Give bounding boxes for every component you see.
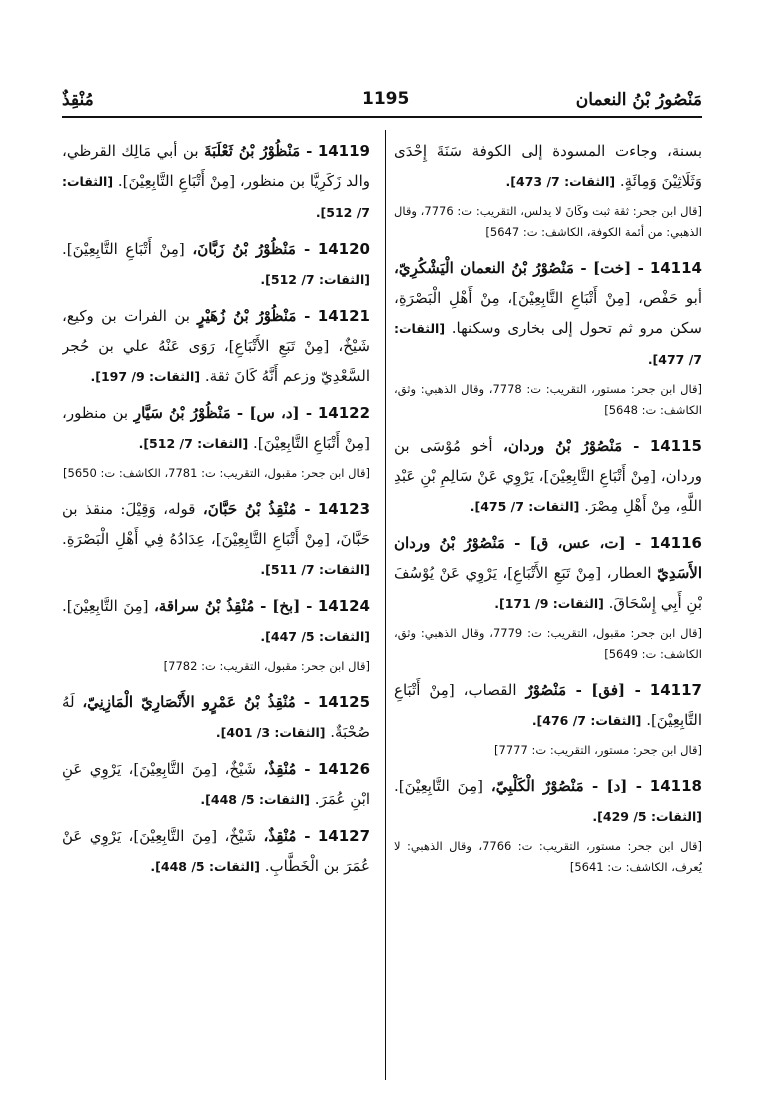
source-reference: [الثقات: 7/ 476]. xyxy=(531,713,642,728)
entry-name: - مَنْظُوْرُ بْنُ زَبَّانَ، xyxy=(192,240,311,258)
entry-text: أخو مُوْسَى بن وردان، [مِنْ أَتْبَاعِ التَّابِعِيْنَ]، يَرْوِي عَنْ سَالِمِ بْنِ عَبْدِ اللَّهِ، مِنْ أَهْلِ مِصْرَ. xyxy=(394,437,702,515)
source-reference: [الثقات: 7/ 512]. xyxy=(138,436,249,451)
biography-entry xyxy=(62,494,370,585)
entry-text: بن منظور، [مِنْ أَتْبَاعِ التَّابِعِيْنَ]. xyxy=(62,404,370,452)
entry-text: [مِنْ أَتْبَاعِ التَّابِعِيْنَ]. xyxy=(62,240,185,258)
entry-number: 14127 xyxy=(317,827,370,845)
text-paragraph xyxy=(394,136,702,197)
source-reference: [الثقات: 7/ 512]. xyxy=(260,272,370,287)
entry-number: 14121 xyxy=(317,307,370,325)
entry-text: قوله، وَقِيْلَ: منقذ بن حَبَّانَ، [مِنْ أَتْبَاعِ التَّابِعِيْنَ]، عِدَادُهُ فِي أَهْلِ الْبَصْرَةِ. xyxy=(62,500,370,548)
entry-name: - مُنْقِذُ بْنُ حَبَّانَ، xyxy=(202,500,311,518)
entry-name: - [د، س] - مَنْظُوْرُ بْنُ سَيَّارِ xyxy=(133,404,313,422)
source-reference: [الثقات: 5/ 447]. xyxy=(260,629,370,644)
entry-name: - مَنْصُوْرُ بْنُ وردان، xyxy=(503,437,640,455)
source-reference: [الثقات: 5/ 429]. xyxy=(592,809,702,824)
biography-entry xyxy=(62,136,370,228)
entry-text: أبو حَفْص، [مِنْ أَتْبَاعِ التَّابِعِيْنَ]، مِنْ أَهْلِ الْبَصْرَةِ، سكن مرو ثم تحول إلى بخارى وسكنها. xyxy=(394,289,702,337)
running-title: مَنْصُورُ بْنُ النعمان xyxy=(575,90,702,110)
biography-entry xyxy=(62,687,370,748)
entry-text: بن أبي مَالِك القرظي، والد زَكَرِيَّا بن منظور، [مِنْ أَتْبَاعِ التَّابِعِيْنَ]. xyxy=(62,142,370,190)
biography-entry xyxy=(62,821,370,882)
entry-name: - [خت] - مَنْصُوْرُ بْنُ النعمان الْيَشْكُرِيّ، xyxy=(394,259,644,277)
source-note: [قال ابن جحر: مستور، التقريب: ت: 7766، وقال الذهبي: لا يُعرف، الكاشف: ت: 5641] xyxy=(394,839,702,874)
header-rule xyxy=(62,116,702,118)
entry-name: - [بخ] - مُنْقِذُ بْنُ سراقة، xyxy=(153,597,313,615)
biography-entry xyxy=(394,675,702,736)
source-reference: [الثقات: 9/ 171]. xyxy=(494,596,604,611)
source-reference: [الثقات: 7/ 512]. xyxy=(62,174,370,220)
source-reference: [الثقات: 7/ 475]. xyxy=(469,499,580,514)
entry-name: - [فق] - مَنْصُوْرٌ xyxy=(525,681,641,699)
entry-number: 14114 xyxy=(649,259,702,277)
entry-name: - مُنْقِذُ بْنُ عَمْرٍو الأَنْصَارِيّ الْمَازِنِيّ، xyxy=(82,693,311,711)
biography-entry xyxy=(62,398,370,459)
entry-number: 14117 xyxy=(649,681,702,699)
source-reference: [الثقات: 3/ 401]. xyxy=(215,725,326,740)
page-number: 1195 xyxy=(362,89,410,109)
biography-entry xyxy=(394,771,702,832)
entry-name: - مَنْظُوْرُ بْنُ ثَعْلَبَةَ xyxy=(203,142,313,160)
running-head-entry: مُنْقِذٌ xyxy=(62,90,94,110)
source-reference: [الثقات: 5/ 448]. xyxy=(150,859,260,874)
entry-number: 14116 xyxy=(649,534,702,552)
entry-number: 14119 xyxy=(317,142,370,160)
entry-name: - [د] - مَنْصُوْرٌ الْكَلْبِيّ، xyxy=(490,777,642,795)
column-divider xyxy=(385,130,386,1080)
entry-name: - [ت، عس، ق] - مَنْصُوْرُ بْنُ وردان الأَسَدِيّ xyxy=(394,534,702,582)
source-reference: [الثقات: 5/ 448]. xyxy=(200,792,311,807)
source-reference: [الثقات: 7/ 477]. xyxy=(394,321,702,367)
entry-text: العطار، [مِنْ تَبَعِ الأَتْبَاعِ]، يَرْوِي عَنْ يُوْسُفَ بْنِ أَبِي إِسْحَاقَ. xyxy=(394,564,702,612)
entry-text: شَيْخٌ، [مِنَ التَّابِعِيْنَ]، يَرْوِي عَنِ ابْنِ عُمَرَ. xyxy=(62,760,370,808)
entry-number: 14122 xyxy=(317,404,370,422)
entry-number: 14124 xyxy=(317,597,370,615)
entry-number: 14123 xyxy=(317,500,370,518)
source-note: [قال ابن جحر: مقبول، التقريب: ت: 7779، وقال الذهبي: وثق، الكاشف: ت: 5649] xyxy=(394,626,702,661)
biography-entry xyxy=(394,528,702,619)
entry-name: - مُنْقِذٌ، xyxy=(263,760,311,778)
entry-text: لَهُ صُحْبَةٌ. xyxy=(62,693,370,741)
biography-entry xyxy=(62,754,370,815)
biography-entry xyxy=(62,301,370,392)
biography-entry xyxy=(62,234,370,295)
right-column xyxy=(394,136,702,1086)
entry-number: 14120 xyxy=(317,240,370,258)
source-note: [قال ابن جحر: مقبول، التقريب: ت: 7782] xyxy=(163,659,370,673)
source-note: [قال ابن جحر: ثقة ثبت وكَانَ لا يدلس، التقريب: ت: 7776، وقال الذهبي: من أئمة الكوفة، الكاشف: ت: 5647] xyxy=(394,204,702,239)
entry-number: 14126 xyxy=(317,760,370,778)
entry-text: بن الفرات بن وكيع، شَيْخٌ، [مِنْ تَبَعِ الأَتْبَاعِ]، رَوَى عَنْهُ علي بن حُجر السَّعْدِيّ وزعم أَنَّهُ كَانَ ثقة. xyxy=(62,307,370,385)
entry-text: [مِنَ التَّابِعِيْنَ]. xyxy=(394,777,483,795)
source-reference: [الثقات: 9/ 197]. xyxy=(90,369,201,384)
entry-text: بسنة، وجاءت المسودة إلى الكوفة سَنَةَ إِحْدَى وَثَلَاثِيْنَ وَمِائَةٍ. xyxy=(394,142,702,190)
source-reference: [الثقات: 7/ 473]. xyxy=(505,174,616,189)
left-column xyxy=(62,136,370,1086)
biography-entry xyxy=(394,431,702,522)
source-note: [قال ابن جحر: مقبول، التقريب: ت: 7781، الكاشف: ت: 5650] xyxy=(63,466,370,480)
entry-number: 14118 xyxy=(649,777,702,795)
entry-text: القصاب، [مِنْ أَتْبَاعِ التَّابِعِيْنَ]. xyxy=(394,681,702,729)
page-header xyxy=(62,86,702,116)
biography-entry xyxy=(394,253,702,375)
biography-entry xyxy=(62,591,370,652)
entry-number: 14115 xyxy=(649,437,702,455)
entry-number: 14125 xyxy=(317,693,370,711)
source-note: [قال ابن جحر: مستور، التقريب: ت: 7778، وقال الذهبي: وثق، الكاشف: ت: 5648] xyxy=(394,382,702,417)
source-reference: [الثقات: 7/ 511]. xyxy=(260,562,370,577)
entry-name: - مَنْظُوْرُ بْنُ زُهَيْرٍ xyxy=(197,307,311,325)
source-note: [قال ابن جحر: مستور، التقريب: ت: 7777] xyxy=(494,743,702,757)
entry-text: شَيْخٌ، [مِنَ التَّابِعِيْنَ]، يَرْوِي عَنْ عُمَرَ بن الْخَطَّابِ. xyxy=(62,827,370,875)
entry-text: [مِنَ التَّابِعِيْنَ]. xyxy=(62,597,149,615)
entry-name: - مُنْقِذٌ، xyxy=(263,827,311,845)
